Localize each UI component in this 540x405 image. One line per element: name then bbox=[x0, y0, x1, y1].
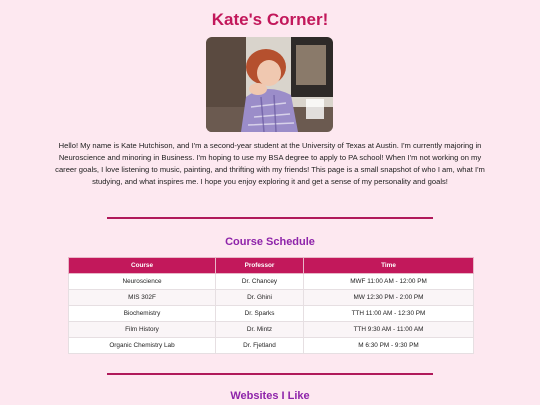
course-cell: Film History bbox=[69, 322, 216, 338]
table-header-row bbox=[69, 258, 474, 274]
bio-text: Hello! My name is Kate Hutchison, and I'm a second-year student at the University of Texas at Austin. I'm currently majoring in Neuroscience and minoring in Business. I'm hoping to use my BSA degree to apply to PA school! When I'm not working on my career goals, I love listening to music, painting, and thrifting with my friends! This page is a small snapshot of who I am, what I'm studying, and what inspires me. I hope you enjoy exploring it and get a sense of my personality and goals! bbox=[55, 141, 485, 186]
professor-cell: Dr. Mintz bbox=[216, 322, 304, 338]
professor-cell: Dr. Fjetland bbox=[216, 338, 304, 354]
table-row bbox=[69, 322, 474, 338]
table-row bbox=[69, 306, 474, 322]
course-cell: Biochemistry bbox=[69, 306, 216, 322]
table-row bbox=[69, 290, 474, 306]
professor-cell: Dr. Ghini bbox=[216, 290, 304, 306]
table-row bbox=[69, 274, 474, 290]
professor-cell: Dr. Chancey bbox=[216, 274, 304, 290]
course-schedule-heading: Course Schedule bbox=[225, 236, 315, 248]
time-cell: M 6:30 PM - 9:30 PM bbox=[304, 338, 474, 354]
column-header-course: Course bbox=[69, 258, 216, 274]
course-cell: MIS 302F bbox=[69, 290, 216, 306]
time-cell: MWF 11:00 AM - 12:00 PM bbox=[304, 274, 474, 290]
course-schedule-table bbox=[68, 257, 474, 354]
column-header-professor: Professor bbox=[216, 258, 304, 274]
section-divider bbox=[107, 373, 433, 375]
page-title: Kate's Corner! bbox=[211, 10, 329, 29]
time-cell: TTH 9:30 AM - 11:00 AM bbox=[304, 322, 474, 338]
section-divider bbox=[107, 217, 433, 219]
course-cell: Neuroscience bbox=[69, 274, 216, 290]
professor-cell: Dr. Sparks bbox=[216, 306, 304, 322]
time-cell: TTH 11:00 AM - 12:30 PM bbox=[304, 306, 474, 322]
profile-photo bbox=[206, 37, 333, 132]
time-cell: MW 12:30 PM - 2:00 PM bbox=[304, 290, 474, 306]
column-header-time: Time bbox=[304, 258, 474, 274]
table-row bbox=[69, 338, 474, 354]
websites-heading: Websites I Like bbox=[230, 390, 310, 402]
course-cell: Organic Chemistry Lab bbox=[69, 338, 216, 354]
